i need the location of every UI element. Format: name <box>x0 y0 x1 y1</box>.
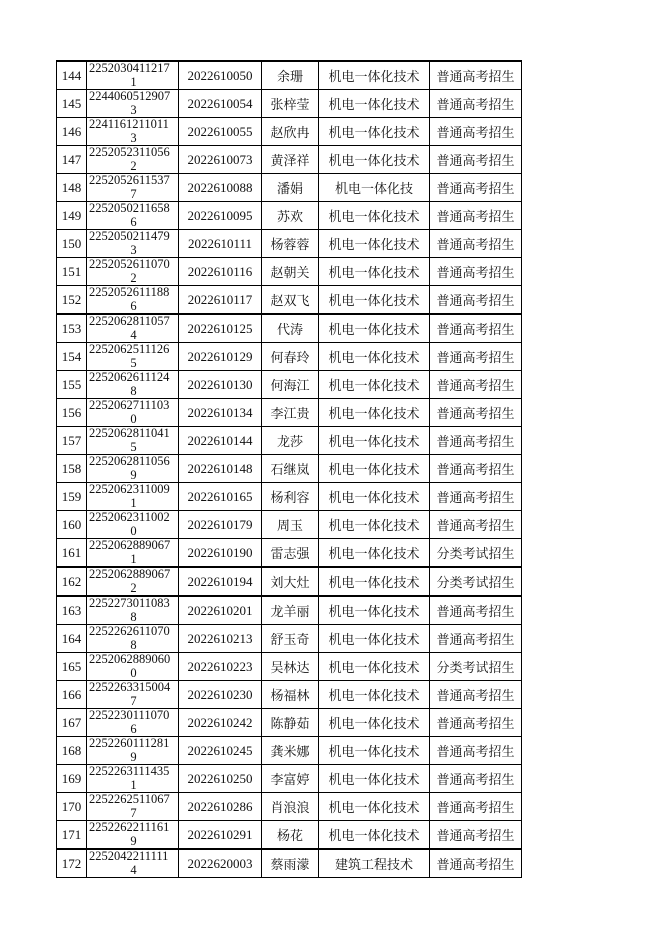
candidate-id: 2252052311056 2 <box>87 146 179 174</box>
admission-type: 普通高考招生 <box>430 314 522 343</box>
student-name: 肖浪浪 <box>262 793 319 821</box>
candidate-id: 2252030411217 1 <box>87 61 179 90</box>
major: 机电一体化技术 <box>319 483 430 511</box>
table-row <box>57 821 522 850</box>
student-number: 2022610116 <box>179 258 262 286</box>
student-name: 杨蓉蓉 <box>262 230 319 258</box>
admission-type: 普通高考招生 <box>430 765 522 793</box>
candidate-id: 2252062811056 9 <box>87 455 179 483</box>
student-number: 2022610291 <box>179 821 262 850</box>
candidate-id: 2252263315004 7 <box>87 681 179 709</box>
major: 机电一体化技术 <box>319 399 430 427</box>
major: 机电一体化技术 <box>319 230 430 258</box>
table-row <box>57 427 522 455</box>
row-number: 167 <box>57 709 87 737</box>
admission-type: 普通高考招生 <box>430 202 522 230</box>
admission-type: 普通高考招生 <box>430 146 522 174</box>
student-name: 龙羊丽 <box>262 596 319 625</box>
row-number: 159 <box>57 483 87 511</box>
student-name: 杨福林 <box>262 681 319 709</box>
admission-type: 普通高考招生 <box>430 118 522 146</box>
admission-type: 分类考试招生 <box>430 567 522 596</box>
candidate-id: 2252262511067 7 <box>87 793 179 821</box>
candidate-id: 2252042211111 4 <box>87 849 179 878</box>
admission-type: 分类考试招生 <box>430 653 522 681</box>
student-number: 2022610201 <box>179 596 262 625</box>
admission-type: 分类考试招生 <box>430 539 522 568</box>
major: 机电一体化技术 <box>319 455 430 483</box>
candidate-id: 2252263111435 1 <box>87 765 179 793</box>
row-number: 147 <box>57 146 87 174</box>
student-name: 雷志强 <box>262 539 319 568</box>
table-row <box>57 765 522 793</box>
table-row <box>57 793 522 821</box>
admission-type: 普通高考招生 <box>430 709 522 737</box>
row-number: 170 <box>57 793 87 821</box>
table-row <box>57 399 522 427</box>
major: 机电一体化技术 <box>319 146 430 174</box>
student-name: 蔡雨濛 <box>262 849 319 878</box>
student-number: 2022610165 <box>179 483 262 511</box>
admission-type: 普通高考招生 <box>430 230 522 258</box>
row-number: 145 <box>57 90 87 118</box>
admission-type: 普通高考招生 <box>430 427 522 455</box>
candidate-id: 2252062311002 0 <box>87 511 179 539</box>
major: 机电一体化技术 <box>319 625 430 653</box>
table-row <box>57 596 522 625</box>
table-row <box>57 258 522 286</box>
admission-type: 普通高考招生 <box>430 681 522 709</box>
table-row <box>57 849 522 878</box>
row-number: 155 <box>57 371 87 399</box>
student-name: 舒玉奇 <box>262 625 319 653</box>
student-number: 2022610213 <box>179 625 262 653</box>
student-number: 2022610242 <box>179 709 262 737</box>
student-number: 2022610190 <box>179 539 262 568</box>
candidate-id: 2252062811057 4 <box>87 314 179 343</box>
candidate-id: 2252062889067 2 <box>87 567 179 596</box>
student-number: 2022610194 <box>179 567 262 596</box>
student-number: 2022610073 <box>179 146 262 174</box>
candidate-id: 2252062511126 5 <box>87 343 179 371</box>
student-number: 2022610129 <box>179 343 262 371</box>
candidate-id: 2252273011083 8 <box>87 596 179 625</box>
candidate-id: 2252050211658 6 <box>87 202 179 230</box>
student-name: 龙莎 <box>262 427 319 455</box>
major: 机电一体化技术 <box>319 427 430 455</box>
row-number: 169 <box>57 765 87 793</box>
student-name: 代涛 <box>262 314 319 343</box>
candidate-id: 2252062889067 1 <box>87 539 179 568</box>
table-row <box>57 483 522 511</box>
major: 机电一体化技术 <box>319 258 430 286</box>
student-number: 2022610286 <box>179 793 262 821</box>
admission-type: 普通高考招生 <box>430 849 522 878</box>
table-row <box>57 286 522 315</box>
student-number: 2022610130 <box>179 371 262 399</box>
student-number: 2022610054 <box>179 90 262 118</box>
major: 机电一体化技术 <box>319 765 430 793</box>
student-name: 吴林达 <box>262 653 319 681</box>
table-row <box>57 539 522 568</box>
student-number: 2022610230 <box>179 681 262 709</box>
student-number: 2022610245 <box>179 737 262 765</box>
row-number: 156 <box>57 399 87 427</box>
row-number: 153 <box>57 314 87 343</box>
candidate-id: 2244060512907 3 <box>87 90 179 118</box>
admission-type: 普通高考招生 <box>430 511 522 539</box>
admission-type: 普通高考招生 <box>430 343 522 371</box>
major: 机电一体化技术 <box>319 681 430 709</box>
student-name: 余珊 <box>262 61 319 90</box>
student-number: 2022610148 <box>179 455 262 483</box>
candidate-id: 2252260111281 9 <box>87 737 179 765</box>
major: 机电一体化技术 <box>319 61 430 90</box>
candidate-id: 2252052611070 2 <box>87 258 179 286</box>
major: 机电一体化技术 <box>319 793 430 821</box>
student-number: 2022610117 <box>179 286 262 315</box>
row-number: 162 <box>57 567 87 596</box>
row-number: 164 <box>57 625 87 653</box>
admission-type: 普通高考招生 <box>430 596 522 625</box>
student-name: 周玉 <box>262 511 319 539</box>
student-name: 赵朝关 <box>262 258 319 286</box>
table-row <box>57 90 522 118</box>
candidate-id: 2252052611188 6 <box>87 286 179 315</box>
student-name: 杨花 <box>262 821 319 850</box>
student-number: 2022610050 <box>179 61 262 90</box>
major: 机电一体化技术 <box>319 821 430 850</box>
student-name: 潘娟 <box>262 174 319 202</box>
student-name: 苏欢 <box>262 202 319 230</box>
table-row <box>57 567 522 596</box>
table-row <box>57 681 522 709</box>
admission-type: 普通高考招生 <box>430 821 522 850</box>
candidate-id: 2252262611070 8 <box>87 625 179 653</box>
candidate-id: 2252262211161 9 <box>87 821 179 850</box>
student-number: 2022610088 <box>179 174 262 202</box>
major: 机电一体化技 <box>319 174 430 202</box>
table-row <box>57 709 522 737</box>
row-number: 152 <box>57 286 87 315</box>
row-number: 149 <box>57 202 87 230</box>
candidate-id: 2252062889060 0 <box>87 653 179 681</box>
student-name: 黄泽祥 <box>262 146 319 174</box>
admission-type: 普通高考招生 <box>430 483 522 511</box>
row-number: 151 <box>57 258 87 286</box>
table-row <box>57 455 522 483</box>
candidate-id: 2252052611537 7 <box>87 174 179 202</box>
major: 机电一体化技术 <box>319 343 430 371</box>
student-name: 李富婷 <box>262 765 319 793</box>
admission-type: 普通高考招生 <box>430 174 522 202</box>
student-number: 2022610179 <box>179 511 262 539</box>
major: 机电一体化技术 <box>319 286 430 315</box>
admission-type: 普通高考招生 <box>430 737 522 765</box>
student-name: 李江贵 <box>262 399 319 427</box>
row-number: 166 <box>57 681 87 709</box>
admission-type: 普通高考招生 <box>430 61 522 90</box>
candidate-id: 2252050211479 3 <box>87 230 179 258</box>
student-number: 2022610055 <box>179 118 262 146</box>
table-row <box>57 61 522 90</box>
student-number: 2022620003 <box>179 849 262 878</box>
student-number: 2022610144 <box>179 427 262 455</box>
student-name: 赵双飞 <box>262 286 319 315</box>
admission-type: 普通高考招生 <box>430 399 522 427</box>
major: 机电一体化技术 <box>319 118 430 146</box>
candidate-id: 2252062611124 8 <box>87 371 179 399</box>
table-row <box>57 174 522 202</box>
row-number: 161 <box>57 539 87 568</box>
row-number: 163 <box>57 596 87 625</box>
table-row <box>57 653 522 681</box>
student-table <box>56 60 522 878</box>
major: 机电一体化技术 <box>319 709 430 737</box>
major: 机电一体化技术 <box>319 314 430 343</box>
major: 机电一体化技术 <box>319 737 430 765</box>
student-name: 杨利容 <box>262 483 319 511</box>
student-name: 龚米娜 <box>262 737 319 765</box>
major: 机电一体化技术 <box>319 653 430 681</box>
student-name: 刘大灶 <box>262 567 319 596</box>
student-number: 2022610111 <box>179 230 262 258</box>
table-row <box>57 737 522 765</box>
table-row <box>57 202 522 230</box>
student-name: 张梓莹 <box>262 90 319 118</box>
student-number: 2022610125 <box>179 314 262 343</box>
admission-type: 普通高考招生 <box>430 455 522 483</box>
admission-type: 普通高考招生 <box>430 90 522 118</box>
student-number: 2022610095 <box>179 202 262 230</box>
student-number: 2022610134 <box>179 399 262 427</box>
row-number: 165 <box>57 653 87 681</box>
student-name: 陈静茹 <box>262 709 319 737</box>
row-number: 172 <box>57 849 87 878</box>
student-name: 何海江 <box>262 371 319 399</box>
table-row <box>57 118 522 146</box>
major: 机电一体化技术 <box>319 567 430 596</box>
admission-type: 普通高考招生 <box>430 793 522 821</box>
major: 机电一体化技术 <box>319 90 430 118</box>
candidate-id: 2252062811041 5 <box>87 427 179 455</box>
row-number: 168 <box>57 737 87 765</box>
candidate-id: 2252062311009 1 <box>87 483 179 511</box>
table-row <box>57 146 522 174</box>
row-number: 150 <box>57 230 87 258</box>
row-number: 146 <box>57 118 87 146</box>
student-name: 赵欣冉 <box>262 118 319 146</box>
admission-type: 普通高考招生 <box>430 371 522 399</box>
student-number: 2022610223 <box>179 653 262 681</box>
table-row <box>57 511 522 539</box>
student-number: 2022610250 <box>179 765 262 793</box>
major: 机电一体化技术 <box>319 202 430 230</box>
table-row <box>57 343 522 371</box>
row-number: 171 <box>57 821 87 850</box>
student-name: 何春玲 <box>262 343 319 371</box>
table-row <box>57 371 522 399</box>
major: 建筑工程技术 <box>319 849 430 878</box>
row-number: 158 <box>57 455 87 483</box>
row-number: 144 <box>57 61 87 90</box>
table-row <box>57 314 522 343</box>
student-name: 石继岚 <box>262 455 319 483</box>
table-row <box>57 625 522 653</box>
candidate-id: 2252230111070 6 <box>87 709 179 737</box>
major: 机电一体化技术 <box>319 539 430 568</box>
row-number: 148 <box>57 174 87 202</box>
table-row <box>57 230 522 258</box>
major: 机电一体化技术 <box>319 371 430 399</box>
admission-type: 普通高考招生 <box>430 286 522 315</box>
major: 机电一体化技术 <box>319 596 430 625</box>
row-number: 157 <box>57 427 87 455</box>
major: 机电一体化技术 <box>319 511 430 539</box>
candidate-id: 2241161211011 3 <box>87 118 179 146</box>
candidate-id: 2252062711103 0 <box>87 399 179 427</box>
row-number: 154 <box>57 343 87 371</box>
row-number: 160 <box>57 511 87 539</box>
admission-type: 普通高考招生 <box>430 625 522 653</box>
table-body <box>57 61 522 878</box>
admission-type: 普通高考招生 <box>430 258 522 286</box>
